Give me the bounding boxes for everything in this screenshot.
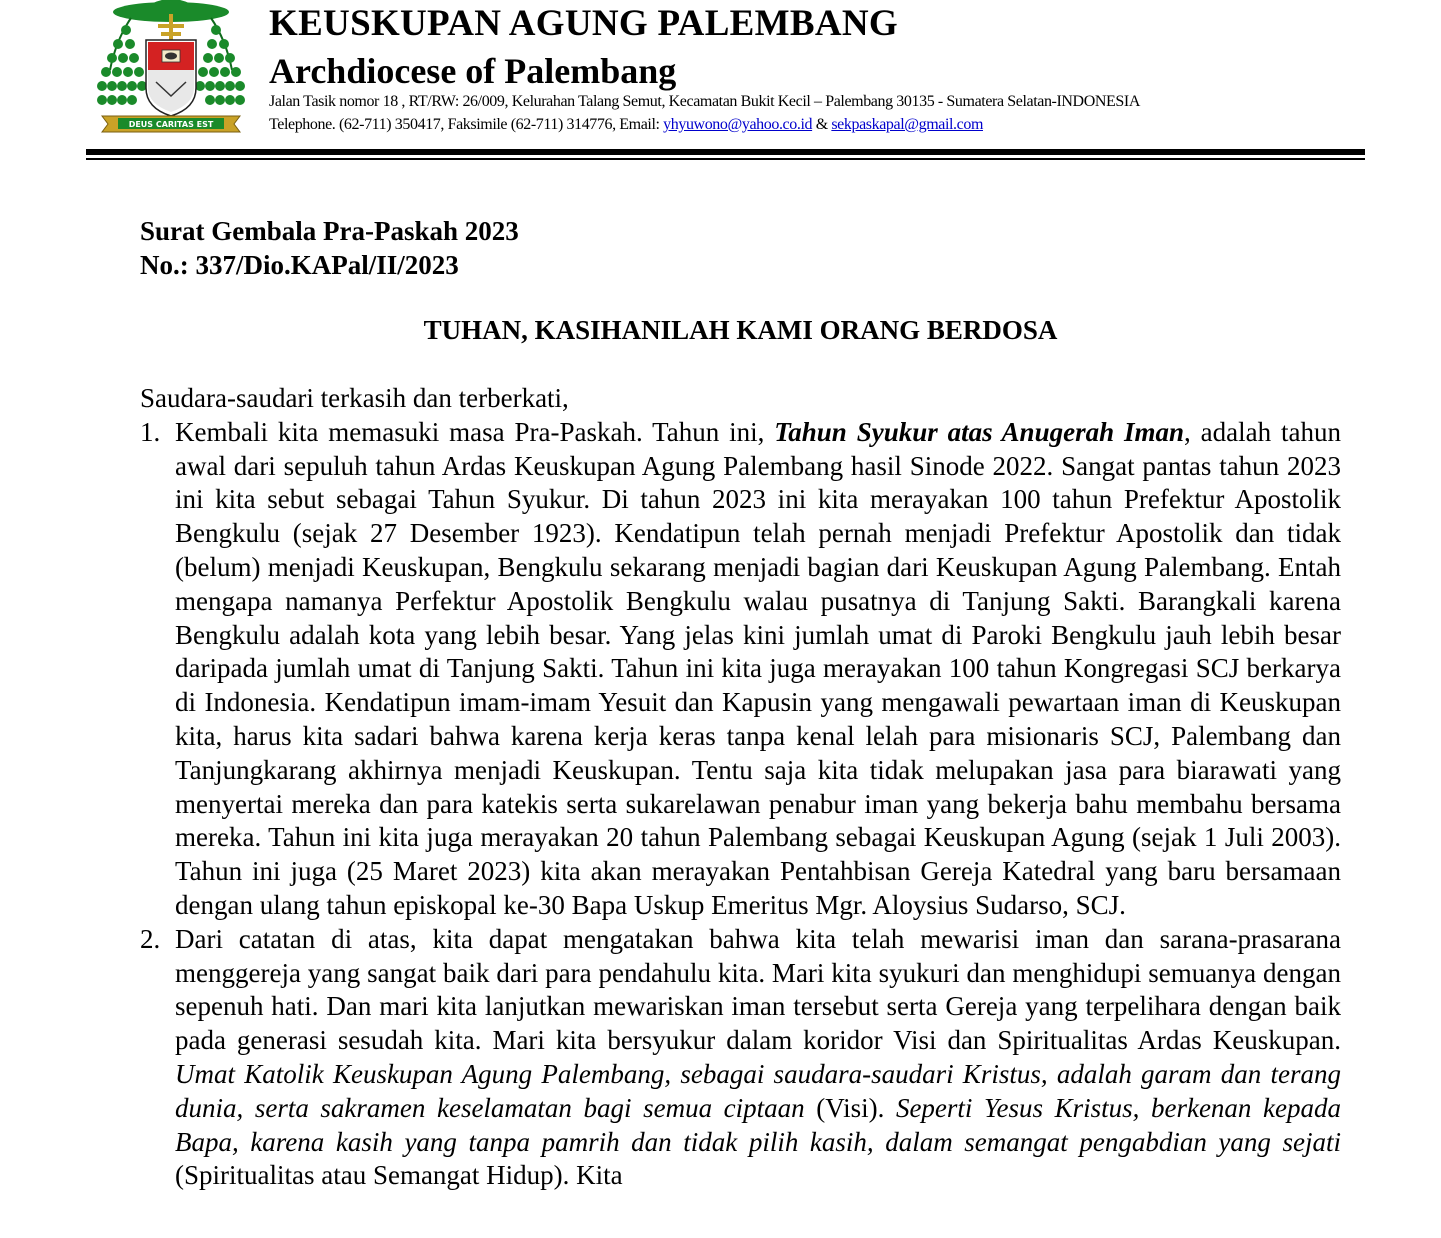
- organization-address: Jalan Tasik nomor 18 , RT/RW: 26/009, Kelurahan Talang Semut, Kecamatan Bukit Kecil – Palembang 30135 - Sumatera Selatan-INDONESIA: [269, 93, 1140, 110]
- item-text-lead: Kembali kita memasuki masa Pra-Paskah. Tahun ini,: [175, 416, 775, 447]
- organization-title: KEUSKUPAN AGUNG PALEMBANG: [269, 3, 898, 44]
- visi-text: Umat Katolik Keuskupan Agung Palembang, sebagai saudara-saudari Kristus, adalah garam dan terang dunia, serta sakramen keselamatan bagi semua ciptaan: [175, 1058, 1341, 1123]
- item-text-rest: , adalah tahun awal dari sepuluh tahun Ardas Keuskupan Agung Palembang hasil Sinode 2022. Sangat pantas tahun 2023 ini kita sebut sebagai Tahun Syukur. Di tahun 2023 ini kita merayakan 100 tahun Prefektur Apostolik Bengkulu (sejak 27 Desember 1923). Kendatipun telah pernah menjadi Prefektur Apostolik dan tidak (belum) menjadi Keuskupan, Bengkulu sekarang menjadi bagian dari Keuskupan Agung Palembang. Entah mengapa namanya Perfektur Apostolik Bengkulu walau pusatnya di Tanjung Sakti. Barangkali karena Bengkulu adalah kota yang lebih besar. Yang jelas kini jumlah umat di Paroki Bengkulu jauh lebih besar daripada jumlah umat di Tanjung Sakti. Tahun ini kita juga merayakan 100 tahun Kongregasi SCJ berkarya di Indonesia. Kendatipun imam-imam Yesuit dan Kapusin yang mengawali pewartaan iman di Keuskupan kita, harus kita sadari bahwa karena kerja keras tanpa kenal lelah para misionaris SCJ, Palembang dan Tanjungkarang akhirnya menjadi Keuskupan. Tentu saja kita tidak melupakan jasa para biarawati yang menyertai mereka dan para katekis serta sukarelawan penabur iman yang bekerja bahu membahu bersama mereka. Tahun ini kita juga merayakan 20 tahun Palembang sebagai Keuskupan Agung (sejak 1 Juli 2003). Tahun ini juga (25 Maret 2023) kita akan merayakan Pentahbisan Gereja Katedral yang baru bersamaan dengan ulang tahun episkopal ke-30 Bapa Uskup Emeritus Mgr. Aloysius Sudarso, SCJ.: [175, 416, 1341, 920]
- letter-headline: TUHAN, KASIHANILAH KAMI ORANG BERDOSA: [423, 315, 1058, 345]
- item-number: 2.: [140, 923, 161, 954]
- organization-contact: [269, 116, 983, 134]
- list-item: [140, 923, 1341, 1193]
- spiritualitas-text: Seperti Yesus Kristus, berkenan kepada Bapa, karena kasih yang tanpa pamrih dan tidak pilih kasih, dalam semangat pengabdian yang sejati: [175, 1092, 1341, 1157]
- email-link-2[interactable]: sekpaskapal@gmail.com: [831, 116, 983, 133]
- letter-title: Surat Gembala Pra-Paskah 2023: [140, 216, 519, 246]
- contact-phone-fax: Telephone. (62-711) 350417, Faksimile (62-711) 314776, Email:: [269, 116, 664, 133]
- coat-of-arms-icon: [96, 0, 246, 142]
- letterhead-divider-thin: [86, 158, 1365, 160]
- spiritualitas-label: (Spiritualitas atau Semangat Hidup). Kita: [175, 1160, 623, 1191]
- letter-body: [140, 382, 1341, 1193]
- email-link-1[interactable]: yhyuwono@yahoo.co.id: [663, 116, 813, 133]
- item-number: 1.: [140, 416, 161, 447]
- letter-reference: [140, 214, 519, 282]
- letterhead-divider-thick: [86, 149, 1365, 155]
- letter-number: No.: 337/Dio.KAPal/II/2023: [140, 250, 459, 280]
- item-emphasis: Tahun Syukur atas Anugerah Iman: [774, 416, 1185, 447]
- visi-label: (Visi).: [804, 1092, 896, 1123]
- list-item: [140, 416, 1341, 923]
- crest-motto: DEUS CARITAS EST: [128, 120, 214, 129]
- item-text-lead: Dari catatan di atas, kita dapat mengatakan bahwa kita telah mewarisi iman dan sarana-prasarana menggereja yang sangat baik dari para pendahulu kita. Mari kita syukuri dan menghidupi semuanya dengan sepenuh hati. Dan mari kita lanjutkan mewariskan iman tersebut serta Gereja yang terpelihara dengan baik pada generasi sesudah kita. Mari kita bersyukur dalam koridor Visi dan Spiritualitas Ardas Keuskupan.: [175, 923, 1341, 1056]
- contact-join: &: [812, 116, 832, 133]
- salutation: Saudara-saudari terkasih dan terberkati,: [140, 383, 569, 413]
- organization-subtitle: Archdiocese of Palembang: [269, 51, 677, 91]
